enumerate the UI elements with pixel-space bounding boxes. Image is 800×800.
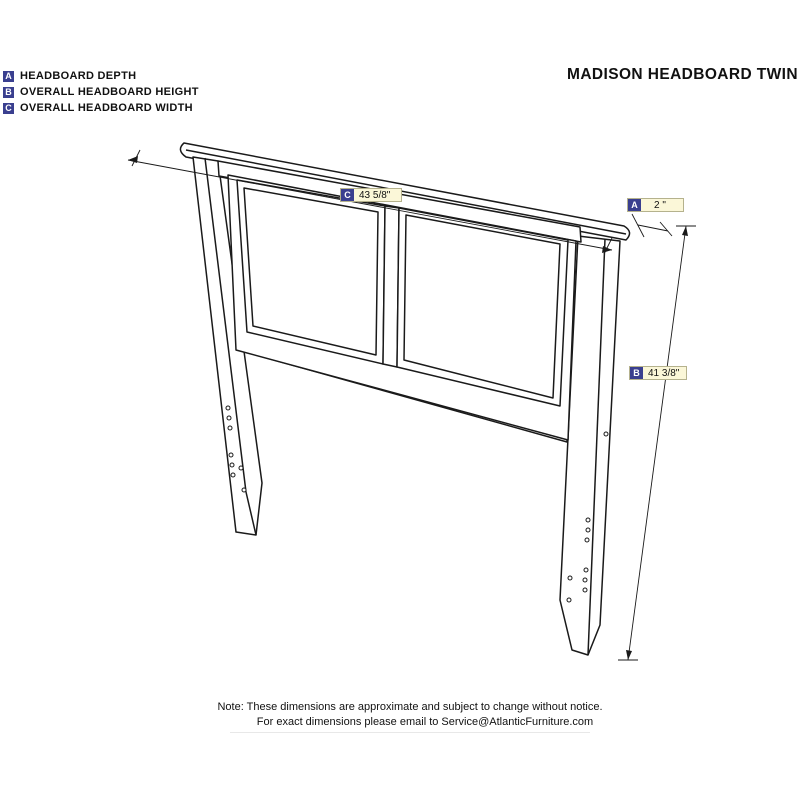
peg-hole [583, 578, 587, 582]
height-value: 41 3/8" [648, 367, 680, 379]
peg-hole [585, 538, 589, 542]
peg-hole [567, 598, 571, 602]
dimension-label-depth [627, 198, 684, 212]
peg-hole [586, 518, 590, 522]
letter-a-badge: A [628, 199, 641, 211]
peg-hole [228, 426, 232, 430]
dimension-line-height [628, 226, 686, 660]
divider [230, 732, 590, 733]
peg-hole [226, 406, 230, 410]
peg-hole [230, 463, 234, 467]
peg-hole [231, 473, 235, 477]
peg-hole [584, 568, 588, 572]
page-title: MADISON HEADBOARD TWIN [567, 66, 798, 83]
peg-hole [604, 432, 608, 436]
width-value: 43 5/8" [359, 189, 391, 201]
legend-label-height: OVERALL HEADBOARD HEIGHT [20, 86, 199, 98]
letter-b-badge: B [630, 367, 643, 379]
peg-hole [229, 453, 233, 457]
letter-c-badge: C [341, 189, 354, 201]
depth-value: 2 " [654, 199, 666, 211]
note-line-2: For exact dimensions please email to Service@AtlanticFurniture.com [256, 716, 594, 728]
dimension-label-width [340, 188, 402, 202]
peg-hole [583, 588, 587, 592]
letter-a-badge: A [3, 71, 14, 82]
peg-hole [239, 466, 243, 470]
disclaimer-note [0, 700, 800, 730]
letter-c-badge: C [3, 103, 14, 114]
dimension-label-height [629, 366, 687, 380]
peg-hole [586, 528, 590, 532]
legend-label-width: OVERALL HEADBOARD WIDTH [20, 102, 193, 114]
note-line-1: Note: These dimensions are approximate and subject to change without notice. [217, 701, 603, 713]
peg-hole [568, 576, 572, 580]
peg-hole [242, 488, 246, 492]
letter-b-badge: B [3, 87, 14, 98]
peg-hole [227, 416, 231, 420]
legend-label-depth: HEADBOARD DEPTH [20, 70, 137, 82]
